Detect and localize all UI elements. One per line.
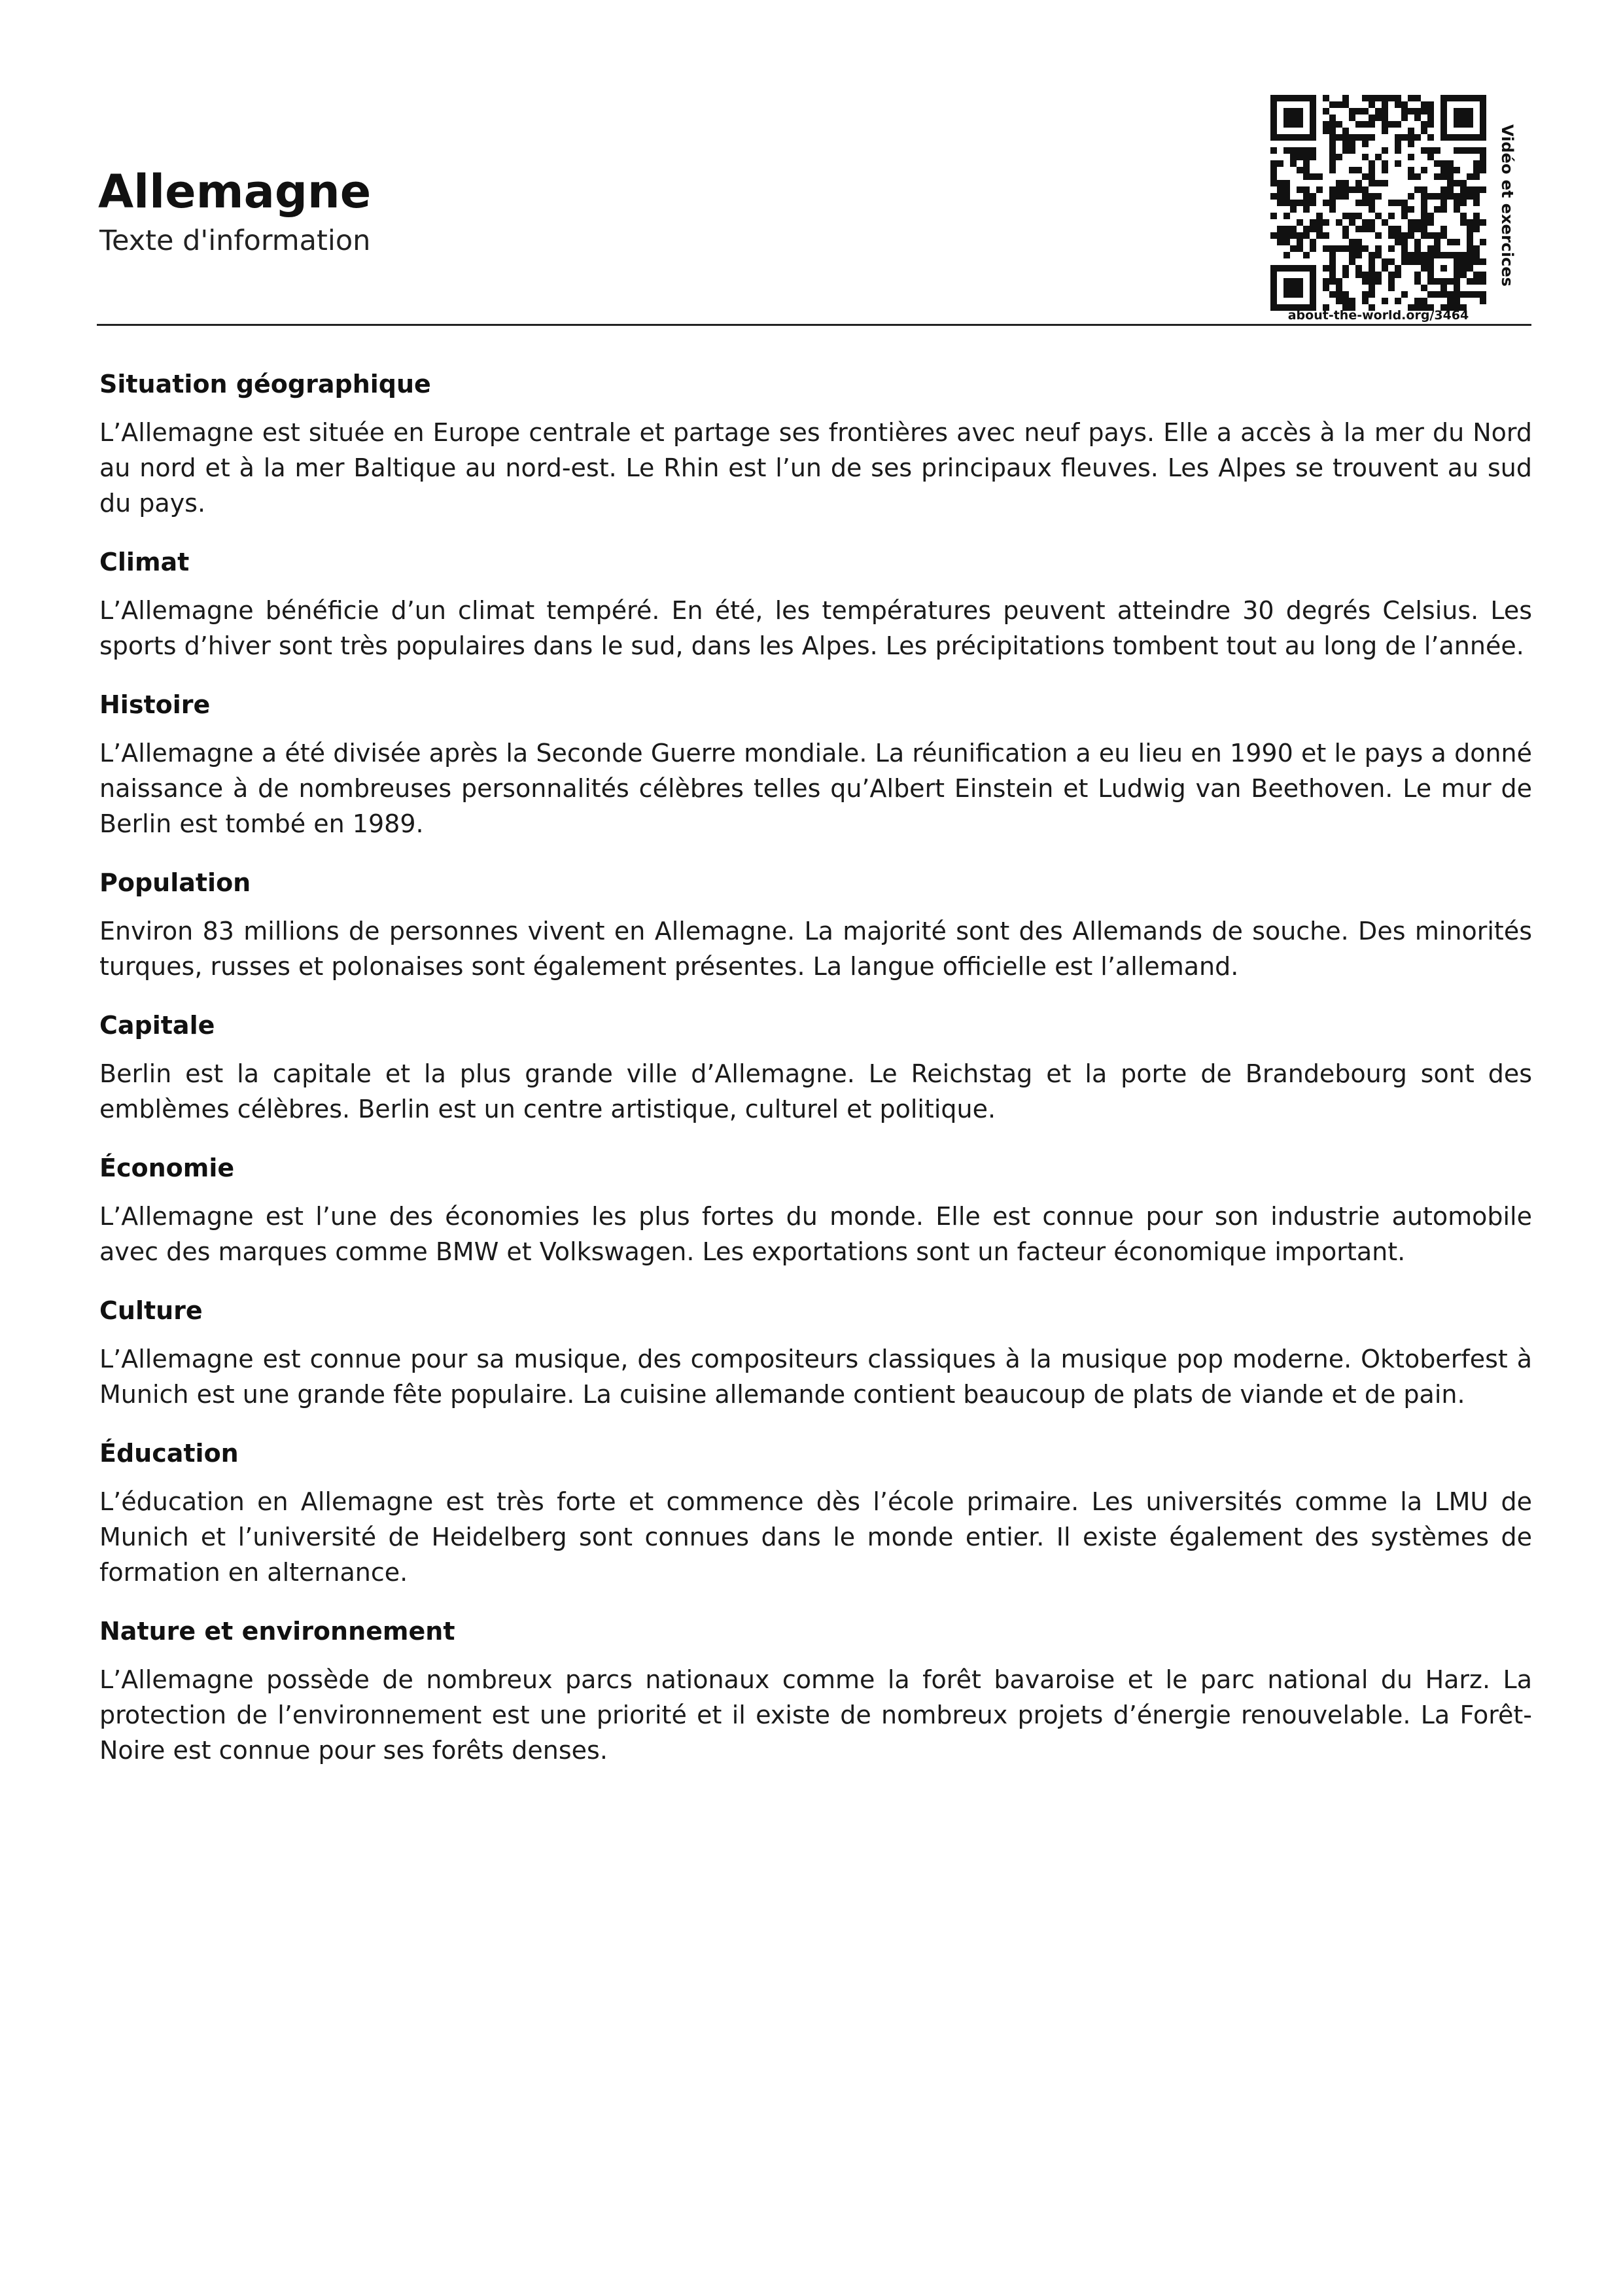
section-economy xyxy=(99,1150,1532,1269)
qr-code-image xyxy=(1270,95,1486,311)
section-text: L’Allemagne bénéficie d’un climat tempéré. En été, les températures peuvent atteindre 30 degrés Celsius. Les sports d’hiver sont très populaires dans le sud, dans les Alpes. Les précipitations tombent tout au long de l’année. xyxy=(99,596,1532,660)
section-population xyxy=(99,865,1532,984)
section-history xyxy=(99,687,1532,841)
section-text: Berlin est la capitale et la plus grande ville d’Allemagne. Le Reichstag et la porte de Brandebourg sont des emblèmes célèbres. Berlin est un centre artistique, culturel et politique. xyxy=(99,1059,1532,1123)
section-text: L’Allemagne est connue pour sa musique, des compositeurs classiques à la musique pop moderne. Oktoberfest à Munich est une grande fête populaire. La cuisine allemande contient beaucoup de plats de viande et de pain. xyxy=(99,1345,1532,1409)
qr-url[interactable]: about-the-world.org/3464 xyxy=(1287,308,1469,323)
section-text: L’Allemagne est située en Europe centrale et partage ses frontières avec neuf pays. Elle a accès à la mer du Nord au nord et à la mer Baltique au nord-est. Le Rhin est l’un de ses principaux fleuves. Les Alpes se trouvent au sud du pays. xyxy=(99,418,1532,518)
section-geography xyxy=(99,366,1532,521)
qr-code[interactable] xyxy=(1270,95,1486,311)
section-climate xyxy=(99,544,1532,663)
section-heading: Nature et environnement xyxy=(99,1617,455,1646)
section-heading: Climat xyxy=(99,548,190,576)
section-heading: Culture xyxy=(99,1296,203,1325)
section-text: L’éducation en Allemagne est très forte et commence dès l’école primaire. Les universités comme la LMU de Munich et l’université de Heidelberg sont connues dans le monde entier. Il existe également des systèmes de formation en alternance. xyxy=(99,1487,1532,1587)
section-nature xyxy=(99,1614,1532,1768)
section-text: L’Allemagne est l’une des économies les plus fortes du monde. Elle est connue pour son industrie automobile avec des marques comme BMW et Volkswagen. Les exportations sont un facteur économique important. xyxy=(99,1202,1532,1266)
section-heading: Économie xyxy=(99,1154,235,1182)
page-title: Allemagne xyxy=(98,165,372,219)
section-heading: Population xyxy=(99,868,251,897)
section-text: Environ 83 millions de personnes vivent en Allemagne. La majorité sont des Allemands de souche. Des minorités turques, russes et polonaises sont également présentes. La langue officielle est l’allemand. xyxy=(99,917,1532,981)
header-divider xyxy=(97,324,1531,326)
section-heading: Situation géographique xyxy=(99,370,431,398)
content xyxy=(99,366,1532,1792)
qr-label: Vidéo et exercices xyxy=(1498,124,1516,287)
section-education xyxy=(99,1436,1532,1590)
section-heading: Éducation xyxy=(99,1439,239,1468)
page-subtitle: Texte d'information xyxy=(99,224,371,257)
section-heading: Capitale xyxy=(99,1011,215,1040)
section-text: L’Allemagne a été divisée après la Seconde Guerre mondiale. La réunification a eu lieu en 1990 et le pays a donné naissance à de nombreuses personnalités célèbres telles qu’Albert Einstein et Ludwig van Beethoven. Le mur de Berlin est tombé en 1989. xyxy=(99,739,1532,838)
section-text: L’Allemagne possède de nombreux parcs nationaux comme la forêt bavaroise et le parc national du Harz. La protection de l’environnement est une priorité et il existe de nombreux projets d’énergie renouvelable. La Forêt-Noire est connue pour ses forêts denses. xyxy=(99,1665,1532,1765)
section-heading: Histoire xyxy=(99,690,211,719)
section-capital xyxy=(99,1008,1532,1127)
section-culture xyxy=(99,1293,1532,1412)
